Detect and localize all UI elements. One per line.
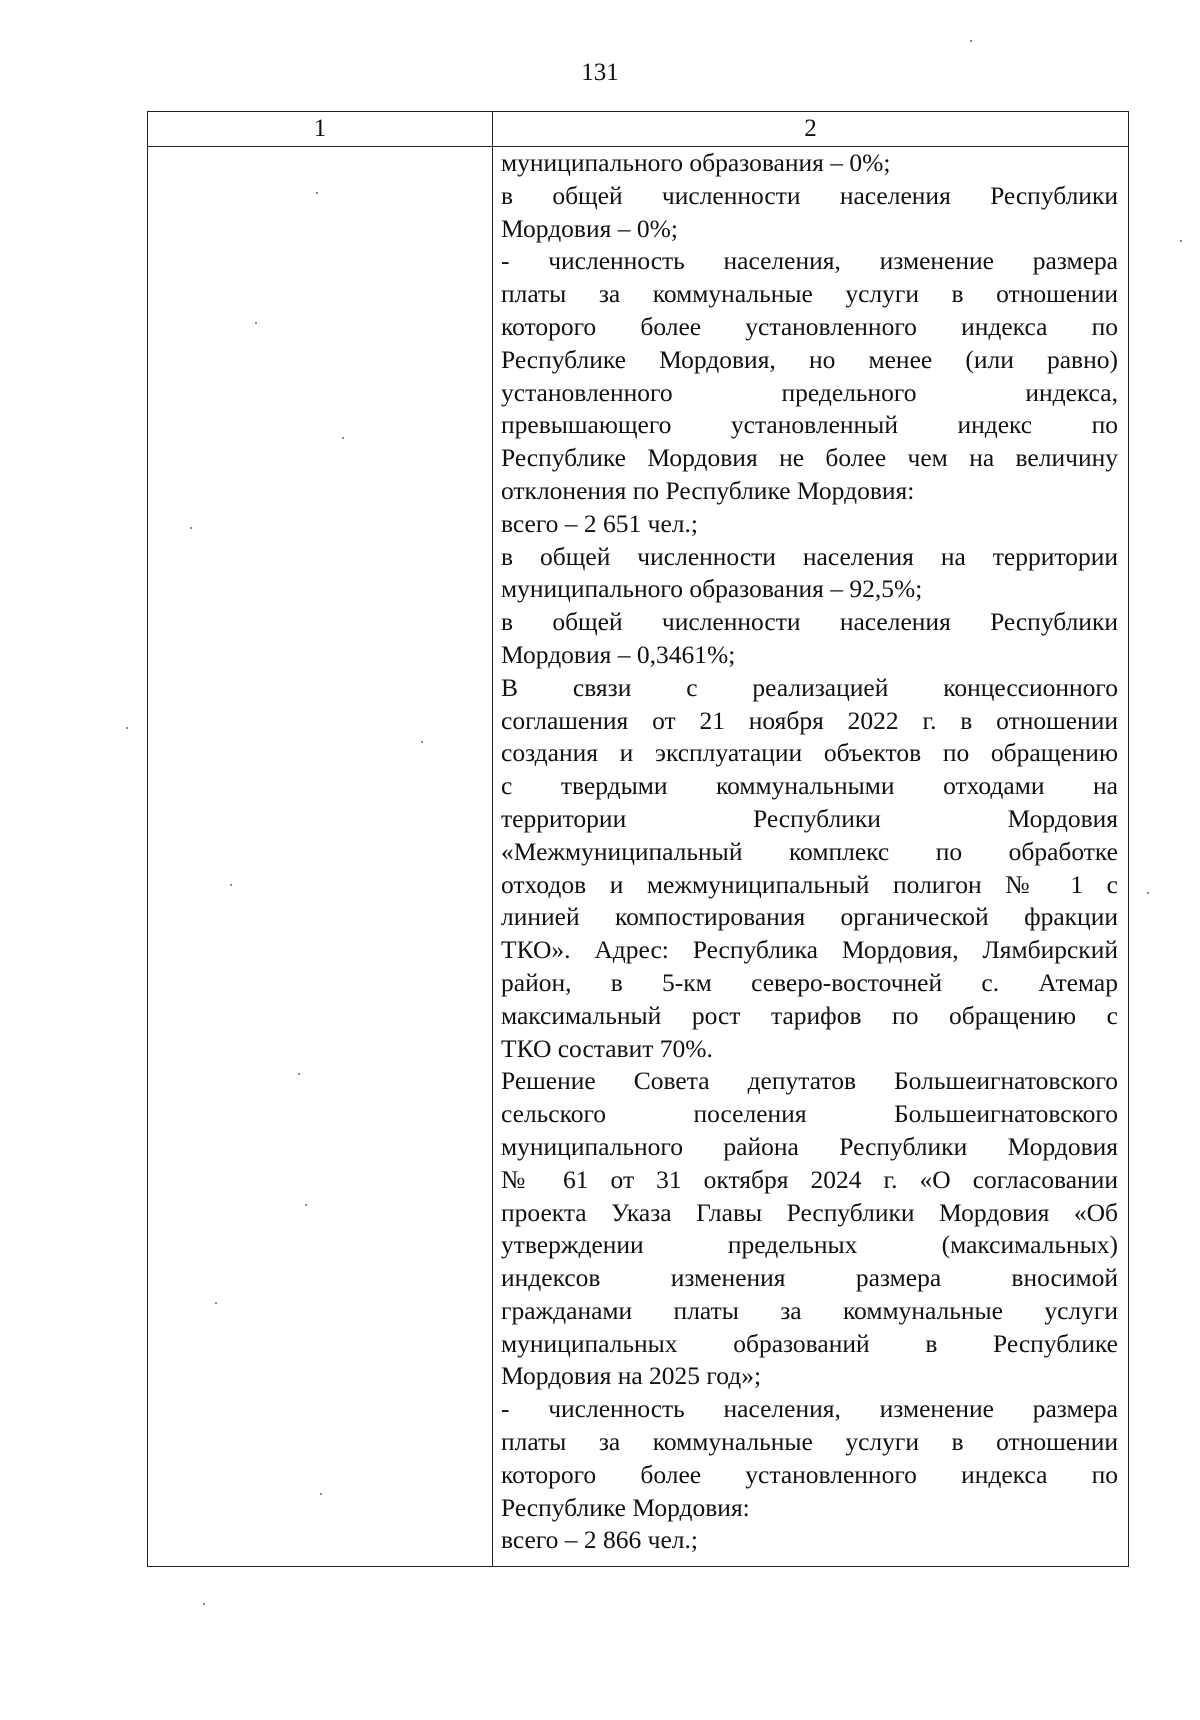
- scan-speck: [342, 437, 344, 439]
- scan-speck: [1180, 240, 1182, 242]
- text-line: которого более установленного индекса по: [501, 1459, 1118, 1489]
- scan-speck: [255, 322, 257, 324]
- scan-speck: [230, 884, 232, 886]
- text-line: Республике Мордовия, но менее (или равно): [501, 344, 1118, 374]
- text-line: район, в 5-км северо-восточней с. Атемар: [501, 967, 1118, 997]
- text-line: ТКО составит 70%.: [501, 1033, 713, 1063]
- scan-speck: [126, 727, 128, 729]
- text-line: платы за коммунальные услуги в отношении: [501, 1427, 1118, 1457]
- text-line: превышающего установленный индекс по: [501, 410, 1118, 440]
- text-line: муниципального образования – 92,5%;: [501, 574, 923, 604]
- text-line: установленного предельного индекса,: [501, 377, 1118, 407]
- scan-speck: [215, 1302, 217, 1304]
- text-line: Решение Совета депутатов Большеигнатовского: [501, 1066, 1118, 1096]
- text-line: в общей численности населения Республики: [501, 607, 1118, 637]
- text-line: Мордовия – 0,3461%;: [501, 639, 736, 669]
- scan-speck: [305, 1204, 307, 1206]
- column-header-1: 1: [148, 112, 493, 147]
- text-line: муниципального образования – 0%;: [501, 148, 891, 177]
- column-header-2: 2: [493, 112, 1129, 147]
- table-row: [148, 147, 1129, 1567]
- scan-speck: [320, 1493, 322, 1495]
- scan-speck: [421, 741, 423, 743]
- text-line: с твердыми коммунальными отходами на: [501, 771, 1118, 801]
- text-line: Мордовия на 2025 год»;: [501, 1361, 762, 1391]
- text-line: ТКО». Адрес: Республика Мордовия, Лямбирский: [501, 935, 1118, 965]
- text-line: сельского поселения Большеигнатовского: [501, 1099, 1118, 1129]
- scan-speck: [203, 1603, 205, 1605]
- scan-speck: [1147, 892, 1149, 894]
- text-line: муниципального района Республики Мордовия: [501, 1131, 1118, 1161]
- text-line: которого более установленного индекса по: [501, 311, 1118, 341]
- table-header-row: [148, 112, 1129, 147]
- table-cell-column-2: [493, 147, 1129, 1567]
- scan-speck: [190, 527, 192, 529]
- scan-speck: [298, 1073, 300, 1075]
- text-line: Мордовия – 0%;: [501, 213, 678, 243]
- text-line: Республике Мордовия не более чем на величину: [501, 443, 1118, 473]
- text-line: - численность населения, изменение размера: [501, 246, 1118, 276]
- text-line: создания и эксплуатации объектов по обращению: [501, 738, 1118, 768]
- text-line: проекта Указа Главы Республики Мордовия «Об: [501, 1197, 1118, 1227]
- text-line: индексов изменения размера вносимой: [501, 1263, 1118, 1293]
- scan-speck: [316, 192, 318, 194]
- text-line: В связи с реализацией концессионного: [501, 672, 1118, 702]
- text-line: территории Республики Мордовия: [501, 803, 1118, 833]
- page-number: 131: [581, 59, 619, 86]
- text-line: платы за коммунальные услуги в отношении: [501, 279, 1118, 309]
- text-line: в общей численности населения на территории: [501, 541, 1118, 571]
- document-table: [147, 111, 1129, 1567]
- text-line: максимальный рост тарифов по обращению с: [501, 1000, 1118, 1030]
- text-line: отходов и межмуниципальный полигон № 1 с: [501, 869, 1118, 899]
- text-line: соглашения от 21 ноября 2022 г. в отношении: [501, 705, 1118, 735]
- text-line: - численность населения, изменение размера: [501, 1394, 1118, 1424]
- text-line: муниципальных образований в Республике: [501, 1328, 1118, 1358]
- text-line: в общей численности населения Республики: [501, 180, 1118, 210]
- text-line: гражданами платы за коммунальные услуги: [501, 1295, 1118, 1325]
- text-line: всего – 2 651 чел.;: [501, 508, 698, 538]
- text-line: отклонения по Республике Мордовия:: [501, 475, 915, 505]
- table-cell-column-1: [148, 147, 493, 1567]
- scan-speck: [970, 40, 972, 42]
- text-line: утверждении предельных (максимальных): [501, 1230, 1118, 1260]
- text-line: всего – 2 866 чел.;: [501, 1525, 698, 1555]
- text-line: линией компостирования органической фракции: [501, 902, 1118, 932]
- text-line: «Межмуниципальный комплекс по обработке: [501, 836, 1118, 866]
- text-line: Республике Мордовия:: [501, 1492, 750, 1522]
- text-line: № 61 от 31 октября 2024 г. «О согласовании: [501, 1164, 1118, 1194]
